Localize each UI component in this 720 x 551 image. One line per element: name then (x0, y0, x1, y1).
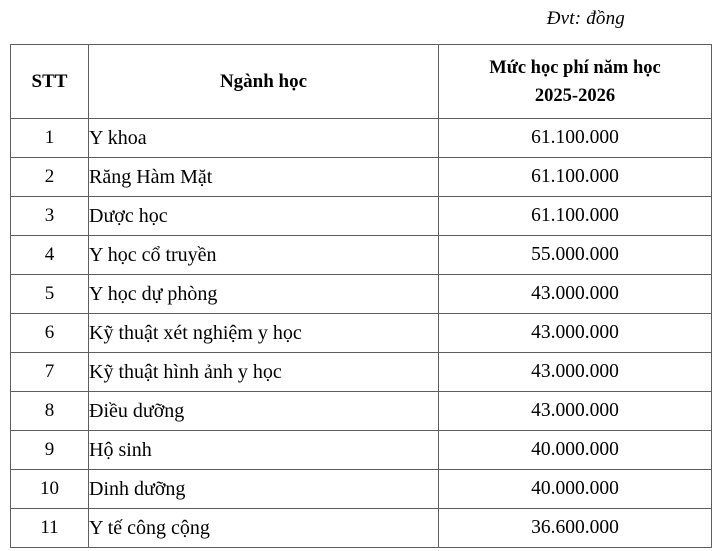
cell-stt: 3 (11, 197, 89, 236)
cell-fee: 36.600.000 (439, 509, 712, 548)
cell-stt: 9 (11, 431, 89, 470)
cell-fee: 40.000.000 (439, 470, 712, 509)
table-row (11, 470, 712, 509)
cell-stt: 7 (11, 353, 89, 392)
table-row (11, 275, 712, 314)
cell-stt: 1 (11, 119, 89, 158)
table-row (11, 197, 712, 236)
cell-fee: 43.000.000 (439, 353, 712, 392)
cell-fee: 43.000.000 (439, 314, 712, 353)
cell-major: Kỹ thuật xét nghiệm y học (89, 314, 439, 353)
table-header-row (11, 45, 712, 119)
cell-major: Y học cổ truyền (89, 236, 439, 275)
cell-major: Kỹ thuật hình ảnh y học (89, 353, 439, 392)
table-row (11, 509, 712, 548)
cell-stt: 10 (11, 470, 89, 509)
cell-stt: 4 (11, 236, 89, 275)
table-row (11, 392, 712, 431)
cell-stt: 6 (11, 314, 89, 353)
cell-major: Y tế công cộng (89, 509, 439, 548)
cell-major: Dinh dưỡng (89, 470, 439, 509)
table-row (11, 158, 712, 197)
table-row (11, 353, 712, 392)
column-header-major: Ngành học (89, 45, 439, 119)
cell-fee: 61.100.000 (439, 119, 712, 158)
table-row (11, 431, 712, 470)
column-header-fee-line2: 2025-2026 (534, 85, 616, 106)
cell-stt: 2 (11, 158, 89, 197)
cell-fee: 43.000.000 (439, 275, 712, 314)
unit-note: Đvt: đồng (546, 8, 625, 29)
cell-fee: 61.100.000 (439, 158, 712, 197)
cell-major: Hộ sinh (89, 431, 439, 470)
table-body (11, 119, 712, 548)
cell-stt: 5 (11, 275, 89, 314)
table-row (11, 314, 712, 353)
cell-stt: 11 (11, 509, 89, 548)
cell-fee: 61.100.000 (439, 197, 712, 236)
column-header-fee (439, 45, 712, 119)
table-row (11, 236, 712, 275)
tuition-fee-table (10, 44, 712, 548)
cell-major: Răng Hàm Mặt (89, 158, 439, 197)
column-header-fee-line1: Mức học phí năm học (489, 57, 661, 78)
cell-fee: 43.000.000 (439, 392, 712, 431)
cell-major: Dược học (89, 197, 439, 236)
cell-major: Điều dưỡng (89, 392, 439, 431)
cell-fee: 55.000.000 (439, 236, 712, 275)
column-header-stt: STT (11, 45, 89, 119)
cell-major: Y khoa (89, 119, 439, 158)
table-row (11, 119, 712, 158)
cell-fee: 40.000.000 (439, 431, 712, 470)
cell-stt: 8 (11, 392, 89, 431)
cell-major: Y học dự phòng (89, 275, 439, 314)
